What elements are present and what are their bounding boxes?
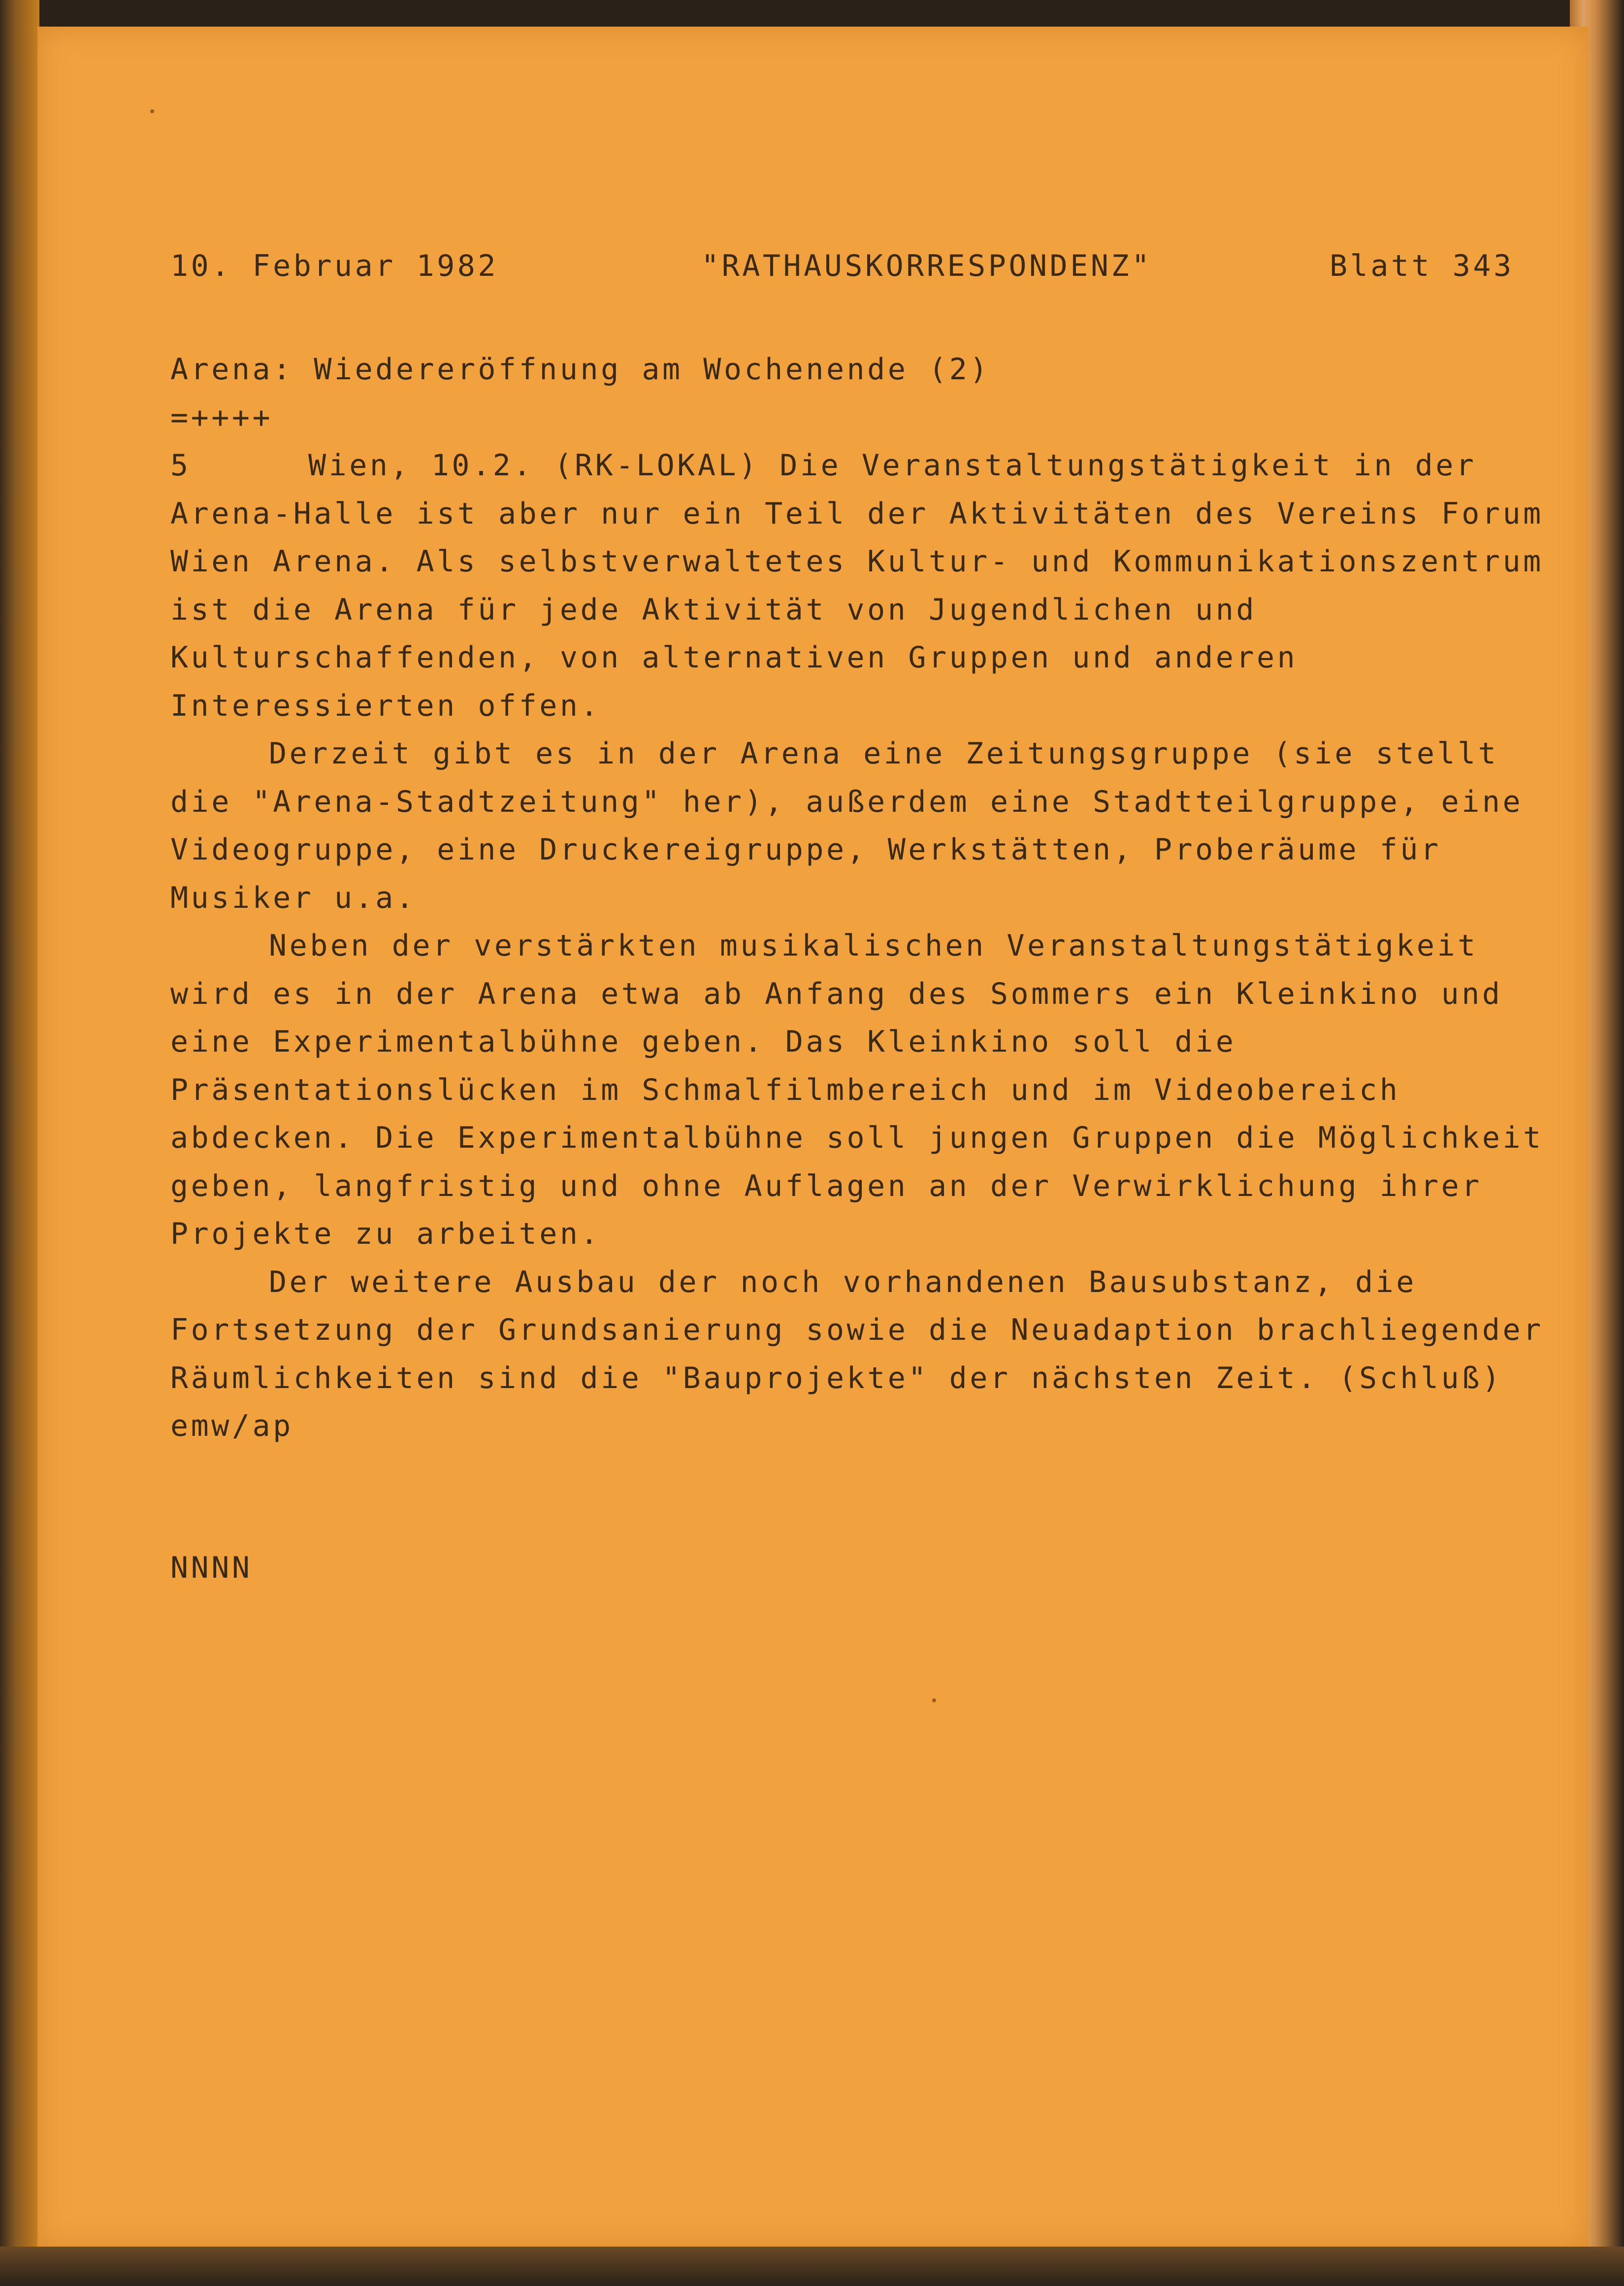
article-line: Präsentationslücken im Schmalfilmbereich und im Videobereich [170,1072,1400,1107]
article-line: Videogruppe, eine Druckereigruppe, Werkstätten, Proberäume für [170,832,1441,867]
article-line: wird es in der Arena etwa ab Anfang des Sommers ein Kleinkino und [170,976,1503,1011]
article-signature: emw/ap [170,1409,293,1443]
article-line: ist die Arena für jede Aktivität von Jugendlichen und [170,592,1257,627]
article-title: Arena: Wiedereröffnung am Wochenende (2) [170,352,990,387]
article-line: Interessierten offen. [170,688,601,723]
article-line: abdecken. Die Experimentalbühne soll jungen Gruppen die Möglichkeit [170,1121,1544,1155]
header-sheet-number: Blatt 343 [1330,249,1514,283]
article-body [170,346,1544,1451]
article-line: Fortsetzung der Grundsanierung sowie die Neuadaption brachliegender [170,1313,1544,1347]
article-line: die "Arena-Stadtzeitung" her), außerdem eine Stadtteilgruppe, eine [170,784,1524,819]
article-line-first: 5 Wien, 10.2. (RK-LOKAL) Die Veranstaltungstätigkeit in der [170,442,1544,490]
article-line: Räumlichkeiten sind die "Bauprojekte" der nächsten Zeit. (Schluß) [170,1360,1503,1395]
article-number: 5 [170,448,191,483]
paper-speck [932,1698,936,1702]
article-line: eine Experimentalbühne geben. Das Kleinkino soll die [170,1025,1236,1059]
article-line: geben, langfristig und ohne Auflagen an der Verwirklichung ihrer [170,1168,1482,1203]
article-paragraph-start: Neben der verstärkten musikalischen Veranstaltungstätigkeit [269,928,1478,963]
article-paragraph-start: Derzeit gibt es in der Arena eine Zeitungsgruppe (sie stellt [269,736,1499,771]
header-publication-title: "RATHAUSKORRESPONDENZ" [701,249,1152,283]
article-line: Wien Arena. Als selbstverwaltetes Kultur- und Kommunikationszentrum [170,544,1544,579]
book-spine-edge [0,0,39,2286]
end-marker: NNNN [170,1551,253,1585]
paper-speck [150,109,154,113]
article-line: Kulturschaffenden, von alternativen Gruppen und anderen [170,640,1298,675]
article-separator: =++++ [170,400,273,435]
article-paragraph-start: Der weitere Ausbau der noch vorhandenen Bausubstanz, die [269,1264,1417,1299]
article-line: Projekte zu arbeiten. [170,1217,601,1251]
article-line: Musiker u.a. [170,880,417,915]
header-date: 10. Februar 1982 [170,249,498,283]
article-line: Arena-Halle ist aber nur ein Teil der Aktivitäten des Vereins Forum [170,496,1544,531]
page-bottom-edge [0,2247,1624,2286]
